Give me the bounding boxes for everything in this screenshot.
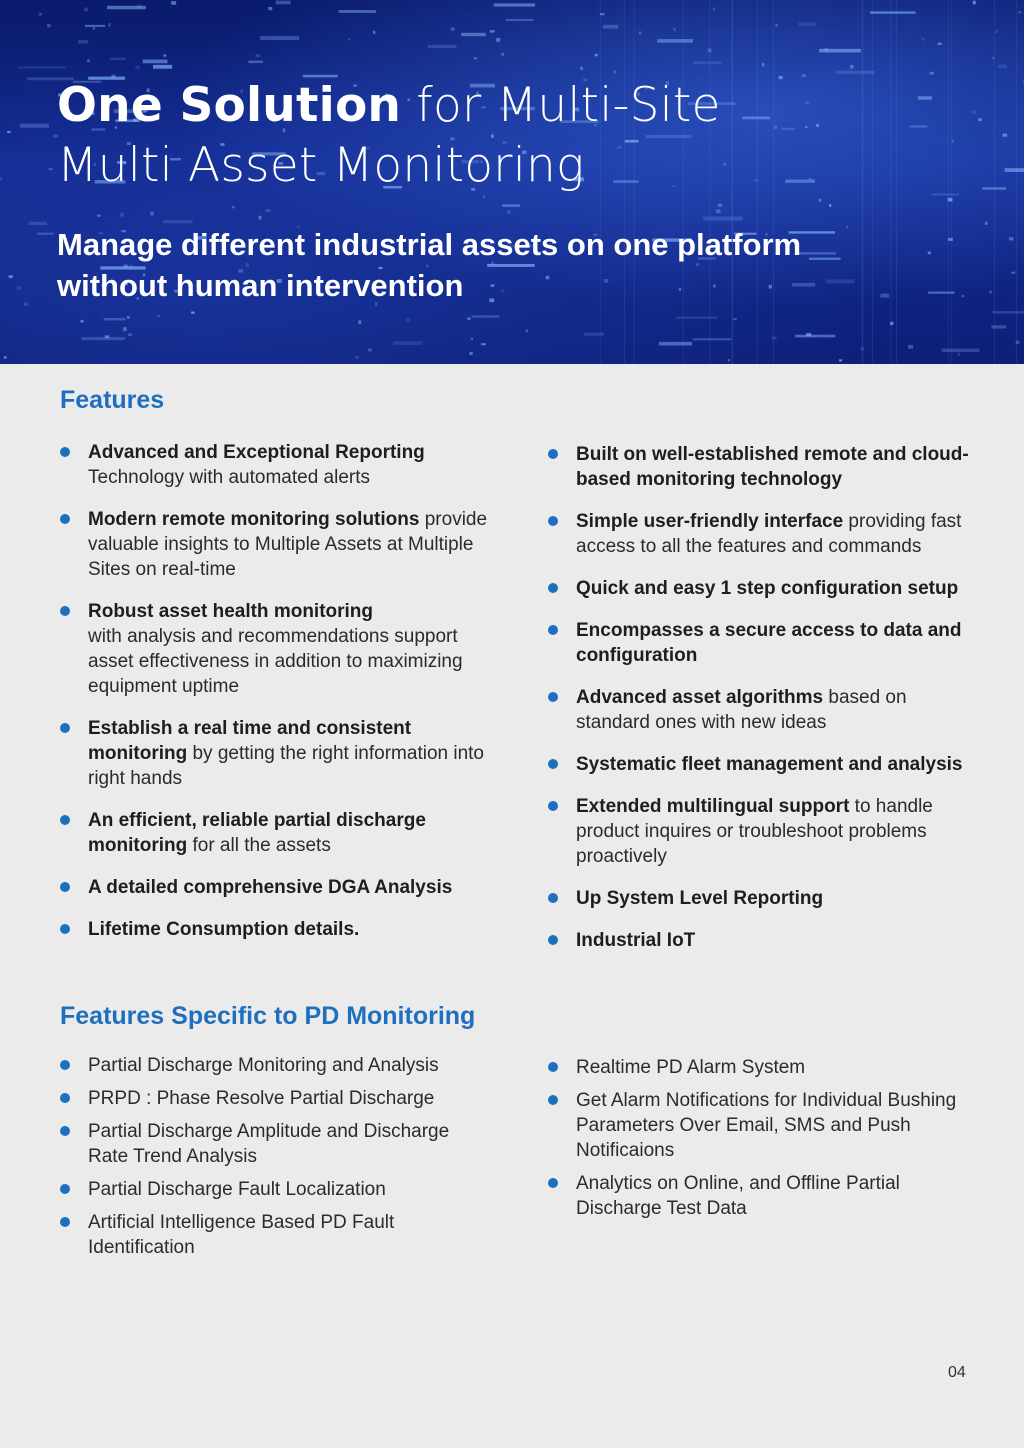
circuit-dot [507,210,511,214]
circuit-dot [772,337,777,340]
bullet-icon [548,1095,558,1105]
bullet-icon [548,625,558,635]
circuit-dot [248,61,263,64]
list-item [60,1119,490,1169]
circuit-dot [20,124,49,128]
list-item [548,794,978,869]
item-bold-text: Up System Level Reporting [576,888,824,909]
list-item [548,1088,978,1163]
circuit-dot [4,356,7,358]
circuit-dot [0,177,2,180]
features-right-column [548,442,978,970]
bullet-icon [60,447,70,457]
item-text: by getting the right information into right hands [88,743,484,789]
page-subtitle [57,224,917,306]
pd-features-heading: Features Specific to PD Monitoring [60,1002,476,1030]
circuit-dot [1009,237,1013,240]
bullet-icon [548,1062,558,1072]
circuit-dot [481,343,486,345]
bullet-icon [60,514,70,524]
item-bold-text: Encompasses a secure access to data and configuration [576,620,962,666]
circuit-dot [467,318,470,320]
circuit-dot [120,213,123,217]
circuit-dot [85,25,105,27]
bullet-icon [60,1217,70,1227]
circuit-dot [39,13,43,16]
circuit-dot [110,58,126,61]
item-bold-text: An efficient, reliable partial discharge monitoring [88,810,426,856]
item-text: Technology with automated alerts [88,467,370,488]
circuit-dot [998,65,1007,69]
item-text: Partial Discharge Fault Localization [88,1179,386,1200]
title-line2: Multi Asset Monitoring [57,138,585,193]
circuit-dot [157,315,160,317]
circuit-dot [1005,168,1024,172]
circuit-dot [163,220,193,223]
list-item [548,442,978,492]
circuit-dot [728,359,730,361]
item-bold-text: Establish a real time and consistent monitoring [88,718,412,764]
list-item [548,685,978,735]
subtitle-line2: without human intervention [57,268,464,303]
list-item [60,1177,490,1202]
circuit-dot [97,215,101,217]
circuit-dot [93,27,95,30]
circuit-dot [232,206,234,209]
circuit-dot [928,251,931,254]
circuit-dot [373,31,375,34]
circuit-dot [996,30,998,33]
circuit-dot [819,199,822,202]
bullet-icon [548,692,558,702]
circuit-dot [733,318,737,320]
circuit-dot [991,325,1006,328]
item-text: Partial Discharge Monitoring and Analysis [88,1055,439,1076]
circuit-dot [84,8,88,12]
bullet-icon [60,723,70,733]
circuit-dot [890,322,893,325]
item-text: for all the assets [187,835,331,856]
circuit-dot [108,23,111,27]
circuit-dot [713,8,715,11]
item-bold-text: Systematic fleet management and analysis [576,754,963,775]
circuit-dot [87,59,90,62]
item-bold-text: A detailed comprehensive DGA Analysis [88,877,453,898]
circuit-dot [451,27,455,30]
title-rest: for Multi-Site [401,78,721,133]
circuit-dot [260,36,299,40]
circuit-dot [47,24,50,28]
list-item [548,886,978,911]
circuit-dot [718,204,722,207]
circuit-dot [29,222,47,225]
circuit-dot [256,54,260,57]
bullet-icon [548,516,558,526]
circuit-dot [393,341,422,345]
item-text: Get Alarm Notifications for Individual Bushing Parameters Over Email, SMS and Push Notificaions [576,1090,957,1161]
circuit-dot [127,316,130,318]
circuit-dot [580,67,583,70]
circuit-dot [1018,11,1022,13]
circuit-dot [676,317,717,319]
circuit-dot [135,66,140,69]
circuit-dot [973,1,976,5]
circuit-dot [9,275,13,278]
circuit-dot [799,22,816,26]
circuit-dot [104,318,126,320]
item-bold-text: Extended multilingual support [576,796,850,817]
bullet-icon [60,1126,70,1136]
circuit-dot [1002,134,1007,137]
subtitle-line1: Manage different industrial assets on one platform [57,227,802,262]
circuit-dot [595,54,598,56]
circuit-dot [836,71,875,74]
circuit-dot [603,25,618,29]
circuit-dot [795,335,835,338]
list-item [60,440,490,490]
circuit-dot [406,318,410,322]
circuit-dot [37,233,54,235]
list-item [60,599,490,699]
list-item [548,928,978,953]
circuit-dot [191,311,195,313]
features-heading: Features [60,386,165,414]
circuit-dot [143,59,168,63]
pd-left-column [60,1053,490,1268]
list-item [60,1210,490,1260]
item-text: with analysis and recommendations support asset effectiveness in addition to maximizing equipment uptime [88,626,463,697]
circuit-dot [762,63,764,67]
bullet-icon [60,882,70,892]
circuit-dot [472,315,500,318]
item-text: PRPD : Phase Resolve Partial Discharge [88,1088,435,1109]
circuit-dot [469,352,472,355]
circuit-dot [17,286,21,290]
circuit-dot [639,31,641,34]
circuit-dot [339,10,377,13]
item-text: to handle product inquires or troubleshoot problems proactively [576,796,933,867]
circuit-dot [501,53,504,56]
circuit-dot [908,345,913,349]
circuit-dot [163,55,166,57]
item-text: Partial Discharge Amplitude and Discharge Rate Trend Analysis [88,1121,450,1167]
circuit-dot [358,320,361,324]
circuit-dot [659,342,692,346]
circuit-dot [985,222,988,225]
item-text: Analytics on Online, and Offline Partial Discharge Test Data [576,1173,900,1219]
item-bold-text: Lifetime Consumption details. [88,919,360,940]
circuit-dot [716,209,721,213]
item-text: based on standard ones with new ideas [576,687,907,733]
circuit-dot [258,216,261,220]
page-number: 04 [948,1364,966,1381]
circuit-dot [461,33,485,36]
circuit-dot [938,43,942,45]
list-item [60,808,490,858]
circuit-dot [703,217,742,221]
circuit-dot [693,61,722,64]
list-item [60,507,490,582]
item-bold-text: Simple user-friendly interface [576,511,844,532]
list-item [60,716,490,791]
circuit-dot [82,337,125,340]
list-item [548,1171,978,1221]
circuit-dot [150,212,154,216]
bullet-icon [60,815,70,825]
title-bold: One Solution [57,78,402,133]
page-title [57,76,957,196]
circuit-dot [993,311,1024,313]
item-text: providing fast access to all the features and commands [576,511,962,557]
pd-right-column [548,1055,978,1229]
circuit-dot [693,338,731,340]
bullet-icon [548,583,558,593]
circuit-dot [471,338,473,340]
circuit-dot [80,320,83,323]
circuit-dot [922,38,925,41]
item-bold-text: Advanced asset algorithms [576,687,824,708]
circuit-dot [474,57,477,59]
circuit-dot [276,1,291,5]
circuit-dot [502,204,520,207]
bullet-icon [60,1060,70,1070]
circuit-dot [839,359,842,361]
item-text: Artificial Intelligence Based PD Fault Identification [88,1212,395,1258]
list-item [60,875,490,900]
circuit-dot [105,335,109,338]
circuit-dot [266,209,271,211]
circuit-dot [490,30,495,32]
circuit-dot [657,39,693,43]
circuit-dot [850,65,853,69]
item-bold-text: Quick and easy 1 step configuration setup [576,578,959,599]
circuit-dot [268,7,272,10]
circuit-dot [825,48,828,51]
circuit-dot [958,353,961,356]
circuit-dot [829,204,831,207]
features-left-column [60,440,490,959]
circuit-dot [775,24,778,26]
circuit-dot [171,1,176,5]
bullet-icon [548,1178,558,1188]
bullet-icon [60,1184,70,1194]
circuit-dot [427,45,456,48]
bullet-icon [60,606,70,616]
hero-banner [0,0,1024,364]
bullet-icon [60,924,70,934]
circuit-dot [942,349,980,352]
item-bold-text: Modern remote monitoring solutions [88,509,420,530]
list-item [548,618,978,668]
circuit-dot [584,333,604,336]
item-bold-text: Industrial IoT [576,930,696,951]
circuit-dot [989,291,992,294]
circuit-dot [972,111,976,114]
circuit-dot [978,118,981,121]
circuit-dot [78,40,88,44]
list-item [60,1086,490,1111]
circuit-dot [368,349,372,352]
circuit-dot [153,65,172,69]
circuit-dot [7,131,10,133]
circuit-dot [962,295,965,297]
list-item [548,1055,978,1080]
list-item [548,509,978,559]
item-text: Realtime PD Alarm System [576,1057,806,1078]
circuit-dot [673,28,676,31]
item-bold-text: Advanced and Exceptional Reporting [88,442,425,463]
bullet-icon [548,449,558,459]
circuit-dot [614,70,616,73]
item-bold-text: Robust asset health monitoring [88,601,374,622]
circuit-dot [355,356,359,359]
circuit-dot [930,72,934,75]
bullet-icon [548,759,558,769]
bullet-icon [60,1093,70,1103]
list-item [60,1053,490,1078]
bullet-icon [548,935,558,945]
circuit-dot [496,38,500,42]
list-item [548,752,978,777]
list-item [548,576,978,601]
circuit-dot [123,327,126,331]
circuit-dot [19,66,67,68]
circuit-dot [48,168,52,170]
circuit-dot [128,333,132,336]
circuit-dot [107,6,146,10]
list-item [60,917,490,942]
item-text: provide valuable insights to Multiple Assets at Multiple Sites on real-time [88,509,488,580]
circuit-dot [870,11,915,13]
bullet-icon [548,801,558,811]
item-bold-text: Built on well-established remote and cloud-based monitoring technology [576,444,969,490]
circuit-dot [1011,272,1015,274]
circuit-dot [24,303,28,306]
circuit-dot [494,3,535,6]
bullet-icon [548,893,558,903]
circuit-dot [526,329,528,332]
circuit-dot [928,291,955,293]
circuit-dot [348,38,351,40]
circuit-dot [506,19,534,21]
